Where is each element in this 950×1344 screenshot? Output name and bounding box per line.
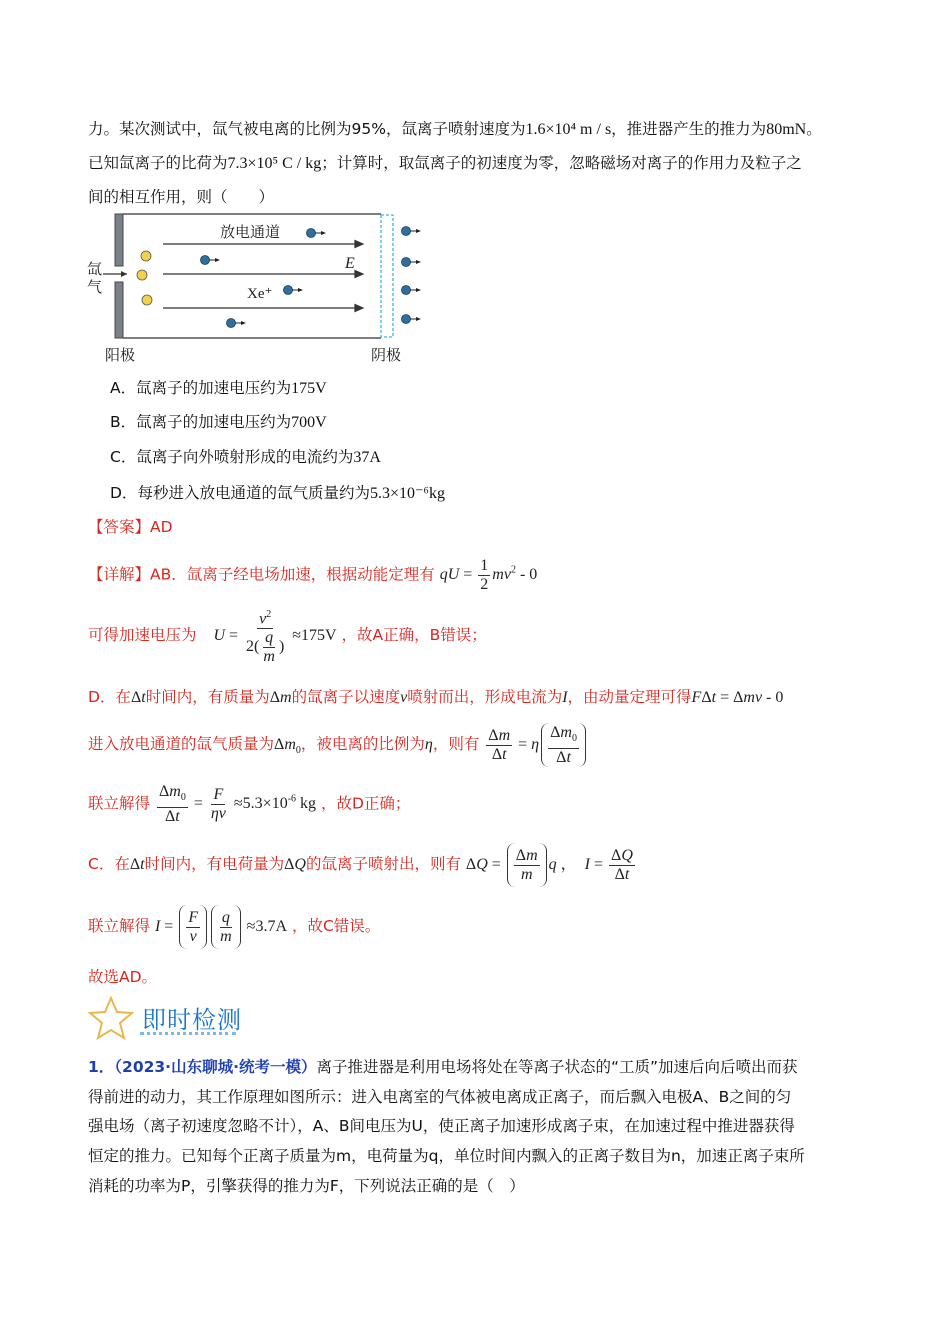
star-icon <box>88 996 134 1040</box>
neutral-atom <box>137 270 147 280</box>
question-1-line-4: 恒定的推力。已知每个正离子质量为m，电荷量为q，单位时间内飘入的正离子数目为n，加速正离子束所 <box>88 1147 805 1165</box>
option-d[interactable]: D．每秒进入放电通道的氙气质量约为5.3×10⁻⁶kg <box>110 484 445 502</box>
field-arrowhead <box>355 271 363 278</box>
question-1-line-5: 消耗的功率为P，引擎获得的推力为F，下列说法正确的是（ ） <box>88 1177 525 1195</box>
kinetic-energy-equation: qU = $\frac{1}{2}$ $mv^2 - 0$ <box>439 557 538 594</box>
current-result: I = $\frac{F}{v}$ $\frac{q}{m}$ ≈3.7A <box>155 918 287 935</box>
field-arrowhead <box>355 241 363 248</box>
solution-conclusion: 故选AD。 <box>88 968 158 986</box>
ions-in-channel <box>201 229 327 328</box>
anode-plate-bottom <box>115 282 123 338</box>
question-1-line-3: 强电场（离子初速度忽略不计），A、B间电压为U，使正离子加速形成离子束，在加速过程中推进器获得 <box>88 1117 795 1135</box>
gas-label-2: 气 <box>87 278 103 296</box>
ions-exiting <box>402 227 422 324</box>
solution-line-2: 可得加速电压为 U = $v^2$ 2( $\frac{q}{m}$ ) ≈175V ，故A正确，B错误； <box>88 606 487 666</box>
option-a[interactable]: A．氙离子的加速电压约为175V <box>110 379 327 397</box>
option-b[interactable]: B．氙离子的加速电压约为700V <box>110 413 327 431</box>
cathode-label: 阴极 <box>371 346 402 364</box>
gas-inlet-arrowhead <box>121 271 127 277</box>
anode-label: 阳极 <box>105 346 136 364</box>
solution-line-6: C．在Δt时间内，有电荷量为ΔQ的氙离子喷射出，则有 ΔQ = $\frac{\Delta m}{m}$ q ， I = $\frac{\Delta Q}{\Delta t}$ <box>88 842 637 887</box>
cathode-grid <box>381 215 393 337</box>
question-1-line-2: 得前进的动力，其工作原理如图所示：进入电离室的气体被电离成正离子，而后飘入电极A、B之间的匀 <box>88 1088 792 1106</box>
gas-label-1: 氙 <box>87 260 103 278</box>
voltage-equation: U = $v^2$ 2( $\frac{q}{m}$ ) ≈175V <box>213 627 336 644</box>
ion-label: Xe⁺ <box>247 286 273 302</box>
ion-thruster-diagram <box>85 212 425 372</box>
mass-rate-result: $\frac{\Delta m_0}{\Delta t}$ = $\frac{F}{\eta v}$ $\approx 5.3\times 10^{-6}$ kg <box>158 783 317 826</box>
momentum-equation: FΔt = Δmv - 0 <box>691 689 784 706</box>
intro-line-3: 间的相互作用，则（ ） <box>88 188 275 206</box>
field-label: E <box>345 255 355 272</box>
option-c[interactable]: C．氙离子向外喷射形成的电流约为37A <box>110 448 381 466</box>
section-underline <box>140 1032 236 1035</box>
mass-ratio-equation: $\frac{\Delta m}{\Delta t}$ = η $\frac{\Delta m_0}{\Delta t}$ <box>484 736 588 753</box>
solution-line-7: 联立解得 I = $\frac{F}{v}$ $\frac{q}{m}$ ≈3.7A ，故C错误。 <box>88 904 380 949</box>
solution-line-3: D．在Δt时间内，有质量为Δm的氙离子以速度v喷射而出，形成电流为I，由动量定理可得FΔt = Δmv - 0 <box>88 688 784 706</box>
anode-plate-top <box>115 214 123 266</box>
answer: 【答案】AD <box>88 518 173 536</box>
charge-equation: ΔQ = $\frac{\Delta m}{m}$ q ， I = $\frac{\Delta Q}{\Delta t}$ <box>466 856 637 873</box>
solution-line-5: 联立解得 $\frac{\Delta m_0}{\Delta t}$ = $\frac{F}{\eta v}$ $\approx 5.3\times 10^{-6}$ kg ，故D正确； <box>88 783 411 826</box>
neutral-atom <box>141 251 151 261</box>
intro-line-2: 已知氙离子的比荷为7.3×10⁵ C / kg；计算时，取氙离子的初速度为零，忽略磁场对离子的作用力及粒子之 <box>88 154 802 172</box>
solution-line-1: 【详解】AB．氙离子经电场加速，根据动能定理有 qU = $\frac{1}{2}$ $mv^2 - 0$ <box>88 557 538 594</box>
field-arrowhead <box>355 305 363 312</box>
question-1-line-1: 1．（2023·山东聊城·统考一模）离子推进器是利用电场将处在等离子状态的“工质”加速后向后喷出而获 <box>88 1058 798 1076</box>
channel-label: 放电通道 <box>220 223 281 241</box>
neutral-atom <box>142 295 152 305</box>
section-title: 即时检测 <box>142 1006 242 1034</box>
solution-line-4: 进入放电通道的氙气质量为$\Delta m_0$，被电离的比例为η，则有 $\frac{\Delta m}{\Delta t}$ = η $\frac{\Delta m_0}{\Delta t}$ <box>88 722 588 773</box>
intro-line-1: 力。某次测试中，氙气被电离的比例为95%，氙离子喷射速度为1.6×10⁴ m / s，推进器产生的推力为80mN。 <box>88 120 822 138</box>
